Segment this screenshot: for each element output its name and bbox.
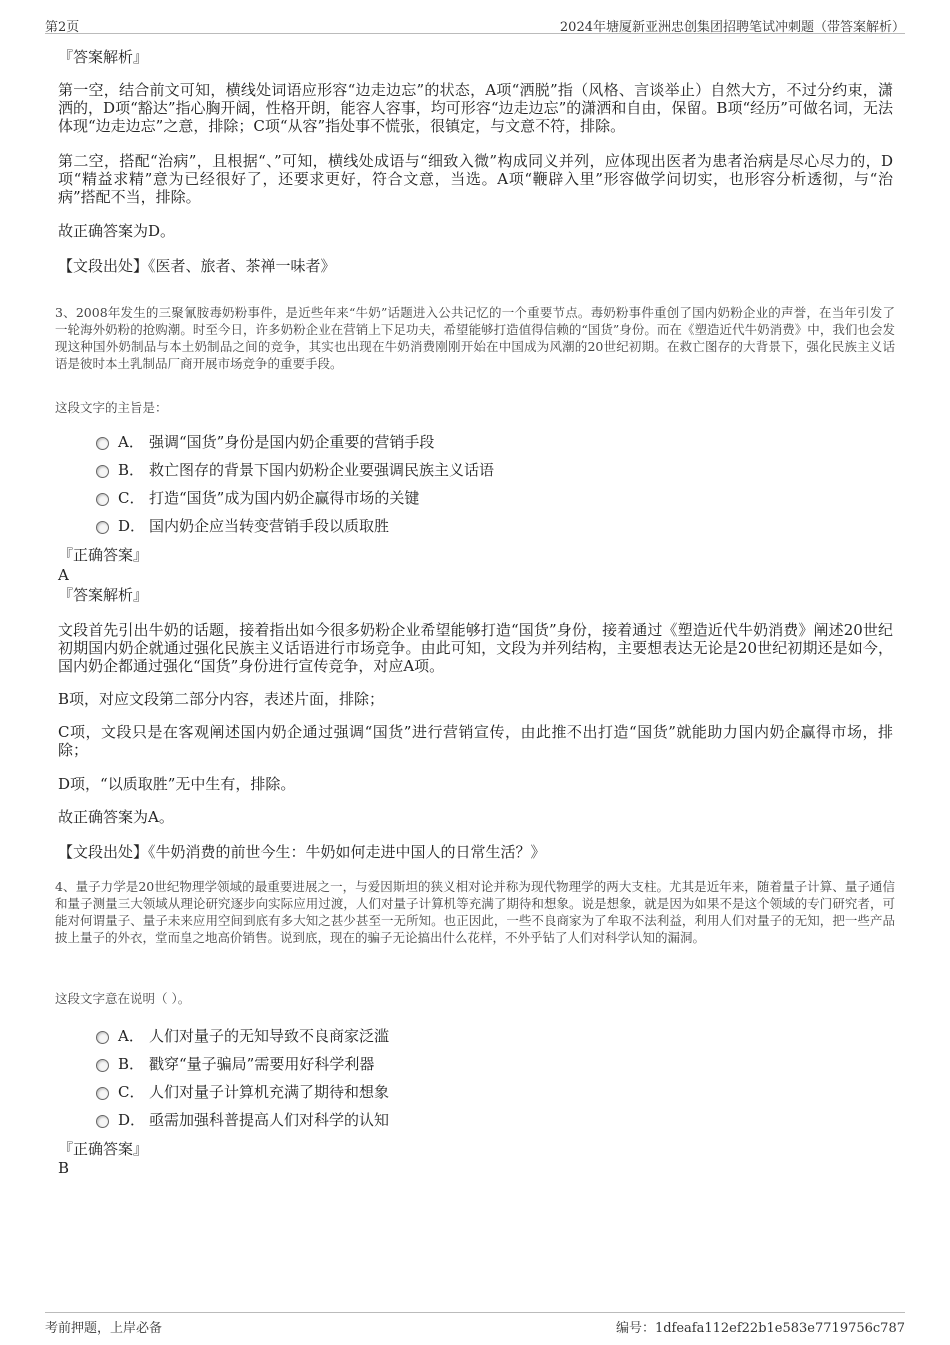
page-number: 第2页	[45, 20, 80, 35]
option-letter: C．	[118, 489, 145, 507]
option-letter: A．	[118, 1027, 144, 1045]
footer-serial-number: 编号：1dfeafa112ef22b1e583e7719756c787	[615, 1321, 905, 1336]
radio-button-icon[interactable]	[96, 1087, 109, 1100]
option-letter: A．	[118, 433, 144, 451]
q2-analysis-para1: 第一空，结合前文可知，横线处词语应形容“边走边忘”的状态，A项“洒脱”指（风格、言谈举止）自然大方，不过分约束，潇洒的，D项“豁达”指心胸开阔，性格开朗，能容人容事，均可形容“边走边忘”的潇洒和自由，保留。B项“经历”可做名词，无法体现“边走边忘”之意，排除；C项“从容”指处事不慌张，很镇定，与文意不符，排除。	[58, 81, 893, 135]
footer-slogan: 考前押题，上岸必备	[45, 1321, 163, 1336]
option-letter: B．	[118, 1055, 145, 1073]
q3-analysis-label: 『答案解析』	[58, 586, 149, 604]
option-text: 强调“国货”身份是国内奶企重要的营销手段	[149, 433, 435, 451]
option-text: 打造“国货”成为国内奶企赢得市场的关键	[149, 489, 420, 507]
q3-analysis-para2: B项，对应文段第二部分内容，表述片面，排除；	[58, 690, 385, 708]
option-text: 救亡图存的背景下国内奶粉企业要强调民族主义话语	[149, 461, 495, 479]
q2-conclusion: 故正确答案为D。	[58, 222, 176, 240]
q2-analysis-para2: 第二空，搭配“治病”，且根据“、”可知，横线处成语与“细致入微”构成同义并列，应体现出医者为患者治病是尽心尽力的，D项“精益求精”意为已经很好了，还要求更好，符合文意，当选。A项“鞭辟入里”形容做学问切实，也形容分析透彻，与“治病”搭配不当，排除。	[58, 152, 893, 206]
option-text: 人们对量子的无知导致不良商家泛滥	[149, 1027, 390, 1045]
q4-correct-label: 『正确答案』	[58, 1140, 149, 1158]
page-header	[45, 14, 905, 34]
radio-button-icon[interactable]	[96, 465, 109, 478]
option-letter: C．	[118, 1083, 145, 1101]
q4-passage: 4、量子力学是20世纪物理学领域的最重要进展之一，与爱因斯坦的狭义相对论并称为现代物理学的两大支柱。尤其是近年来，随着量子计算、量子通信和量子测量三大领域从理论研究逐步向实际应用过渡，人们对量子计算机等充满了期待和想象。说是想象，就是因为如果不是这个领域的专门研究者，可能对何谓量子、量子未来应用空间到底有多大知之甚少甚至一无所知。也正因此，一些不良商家为了牟取不法利益，利用人们对量子的无知，把一些产品披上量子的外衣，堂而皇之地高价销售。说到底，现在的骗子无论搞出什么花样，不外乎钻了人们对科学认知的漏洞。	[55, 879, 895, 945]
q4-correct-answer: B	[58, 1159, 70, 1177]
option-letter: D．	[118, 1111, 146, 1129]
radio-button-icon[interactable]	[96, 521, 109, 534]
document-title: 2024年塘厦新亚洲忠创集团招聘笔试冲刺题（带答案解析）	[559, 20, 905, 35]
radio-button-icon[interactable]	[96, 1059, 109, 1072]
q2-source: 【文段出处】《医者、旅者、茶禅一味者》	[58, 257, 336, 275]
option-text: 国内奶企应当转变营销手段以质取胜	[149, 517, 390, 535]
radio-button-icon[interactable]	[96, 1031, 109, 1044]
option-letter: B．	[118, 461, 145, 479]
q3-correct-label: 『正确答案』	[58, 546, 149, 564]
radio-button-icon[interactable]	[96, 437, 109, 450]
option-text: 戳穿“量子骗局”需要用好科学利器	[149, 1055, 375, 1073]
q3-analysis-para4: D项，“以质取胜”无中生有，排除。	[58, 775, 296, 793]
q3-analysis-para1: 文段首先引出牛奶的话题，接着指出如今很多奶粉企业希望能够打造“国货”身份，接着通过《塑造近代牛奶消费》阐述20世纪初期国内奶企就通过强化民族主义话语进行市场竞争。由此可知，文段为并列结构，主要想表达无论是20世纪初期还是如今，国内奶企都通过强化“国货”身份进行宣传竞争，对应A项。	[58, 621, 893, 675]
radio-button-icon[interactable]	[96, 1115, 109, 1128]
q3-question: 这段文字的主旨是：	[55, 400, 168, 415]
q2-analysis-label: 『答案解析』	[58, 48, 149, 66]
q3-conclusion: 故正确答案为A。	[58, 808, 174, 826]
option-letter: D．	[118, 517, 146, 535]
q3-analysis-para3: C项，文段只是在客观阐述国内奶企通过强调“国货”进行营销宣传，由此推不出打造“国货”就能助力国内奶企赢得市场，排除；	[58, 723, 893, 759]
q3-passage: 3、2008年发生的三聚氰胺毒奶粉事件，是近些年来“牛奶”话题进入公共记忆的一个重要节点。毒奶粉事件重创了国内奶粉企业的声誉，在当年引发了一轮海外奶粉的抢购潮。时至今日，许多奶粉企业在营销上下足功夫，希望能够打造值得信赖的“国货”身份。而在《塑造近代牛奶消费》中，我们也会发现这种国外奶制品与本土奶制品之间的竞争，其实也出现在牛奶消费刚刚开始在中国成为风潮的20世纪初期。在救亡图存的大背景下，强化民族主义话语是彼时本土乳制品厂商开展市场竞争的重要手段。	[55, 305, 895, 371]
q4-question: 这段文字意在说明（ ）。	[55, 991, 191, 1006]
q3-source: 【文段出处】《牛奶消费的前世今生：牛奶如何走进中国人的日常生活？》	[58, 843, 546, 861]
radio-button-icon[interactable]	[96, 493, 109, 506]
option-text: 亟需加强科普提高人们对科学的认知	[149, 1111, 390, 1129]
option-text: 人们对量子计算机充满了期待和想象	[149, 1083, 390, 1101]
page-footer	[45, 1312, 905, 1336]
q3-correct-answer: A	[58, 566, 69, 584]
